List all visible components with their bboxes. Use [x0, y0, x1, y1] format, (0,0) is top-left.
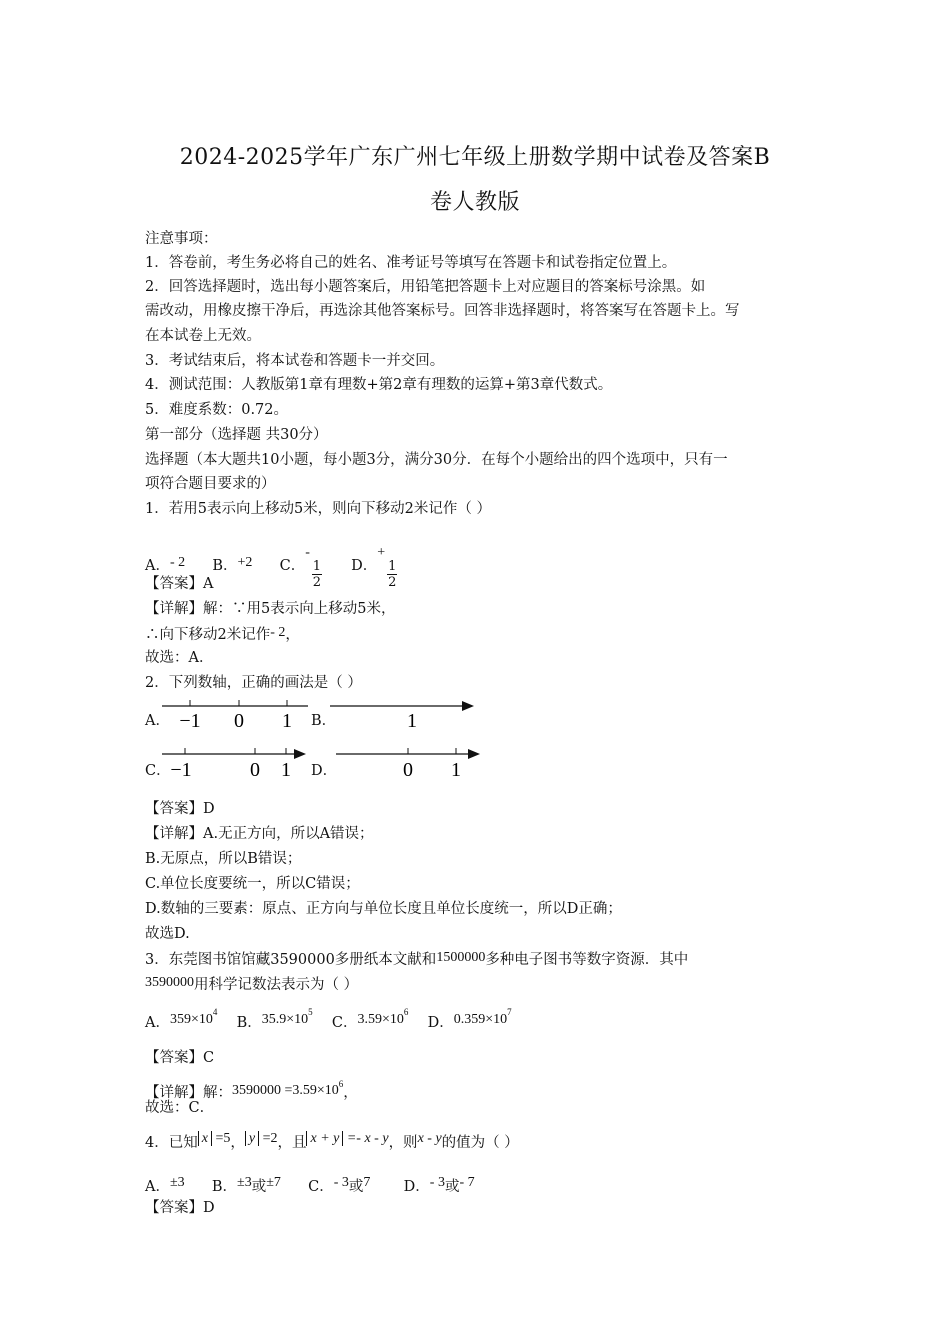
q2-axis-b [328, 694, 478, 734]
q2-explain: B.无原点，所以B错误； [145, 851, 302, 867]
notice-item: 需改动，用橡皮擦干净后，再选涂其他答案标号。回答非选择题时，将答案写在答题卡上。写 [145, 303, 740, 319]
q4-stem-text: 4．已知 [145, 1135, 198, 1151]
q4-options [145, 1172, 810, 1198]
q2-explain: C.单位长度要统一，所以C错误； [145, 876, 360, 892]
axis-tick-label: 0 [234, 710, 244, 732]
q1-option-d-denominator: 2 [388, 575, 397, 590]
q4-sep: ，则 [388, 1135, 418, 1151]
q3-stem-math: 1500000 [436, 950, 486, 965]
notice-item: 在本试卷上无效。 [145, 328, 261, 344]
q4-option-c-1: - 3 [333, 1175, 349, 1190]
q1-option-d-sign: + [377, 545, 386, 560]
q4-option-d-or: 或 [444, 1179, 460, 1195]
q4-option-b-label: B． [211, 1179, 238, 1195]
q3-stem-math: 3590000 [145, 975, 194, 990]
axis-tick-label: 1 [282, 710, 292, 732]
q4-eq-2: =2 [259, 1131, 278, 1146]
q4-eq-1: =5 [211, 1131, 231, 1146]
q2-answer: 【答案】D [145, 801, 215, 817]
q3-explain-text: 【详解】解： [145, 1085, 232, 1101]
q2-explain: D.数轴的三要素：原点、正方向与单位长度且单位长度统一，所以D正确； [145, 901, 622, 917]
q1-answer: 【答案】A [145, 576, 214, 592]
q2-option-b-label: B． [311, 713, 337, 729]
q3-explain-punct: ， [343, 1085, 358, 1101]
q3-option-b: 35.9×10 [261, 1012, 309, 1027]
axis-tick-label: −1 [179, 710, 201, 732]
q4-abs-x: x [198, 1131, 212, 1146]
notice-item: 3．考试结束后，将本试卷和答题卡一并交回。 [145, 353, 445, 369]
q4-option-a-label: A． [145, 1179, 170, 1195]
q1-option-a-label: A． [145, 558, 170, 574]
q4-abs-y: y [245, 1131, 259, 1146]
q3-option-c-label: C． [331, 1015, 358, 1031]
q4-option-b-1: ±3 [237, 1175, 252, 1190]
q4-expr: x - y [417, 1131, 442, 1146]
q3-stem [145, 947, 810, 971]
q4-stem [145, 1128, 810, 1154]
q2-conclusion: 故选D. [145, 926, 190, 942]
notice-item: 5．难度系数：0.72。 [145, 402, 289, 418]
q1-option-d-label: D． [351, 558, 378, 574]
q4-option-b-or: 或 [251, 1179, 267, 1195]
q3-answer: 【答案】C [145, 1050, 215, 1066]
q1-explain [145, 622, 810, 646]
axis-arrow [468, 749, 480, 759]
q4-option-c-label: C． [308, 1179, 334, 1195]
q1-explain-text: ∴向下移动2米记作 [145, 627, 271, 643]
q3-stem-text: 3．东莞图书馆馆藏3590000多册纸本文献和 [145, 952, 437, 968]
q1-stem: 1．若用5表示向上移动5米，则向下移动2米记作（ ） [145, 501, 492, 517]
axis-tick-label: 0 [250, 759, 260, 781]
q4-option-c-or: 或 [348, 1179, 364, 1195]
notice-item: 4．测试范围：人教版第1章有理数+第2章有理数的运算+第3章代数式。 [145, 377, 613, 393]
q3-option-a: 359×10 [169, 1012, 213, 1027]
q3-explain-math: 3590000 =3.59×10 [232, 1083, 339, 1098]
q1-explain-math: - 2 [270, 625, 286, 640]
part-intro: 选择题（本大题共10小题，每小题3分，满分30分．在每个小题给出的四个选项中，只有一 [145, 452, 728, 468]
q1-option-b: +2 [237, 555, 253, 570]
q4-eq-3: =- x - y [343, 1131, 389, 1146]
q3-option-a-label: A． [145, 1015, 170, 1031]
q2-axis-d [334, 742, 484, 782]
q1-option-b-label: B． [212, 558, 238, 574]
q4-option-a: ±3 [169, 1175, 185, 1190]
axis-tick-label: 1 [451, 759, 461, 781]
q4-option-d-label: D． [403, 1179, 430, 1195]
q3-option-a-exponent: 4 [212, 1007, 218, 1017]
notice-item: 1．答卷前，考生务必将自己的姓名、准考证号等填写在答题卡和试卷指定位置上。 [145, 255, 677, 271]
q3-option-d: 0.359×10 [453, 1012, 508, 1027]
q3-stem-text: 多种电子图书等数字资源．其中 [485, 952, 689, 968]
q1-option-a: - 2 [169, 555, 186, 570]
q4-option-b-2: ±7 [266, 1175, 281, 1190]
notice-heading: 注意事项： [145, 231, 218, 247]
q2-option-a-label: A． [145, 713, 170, 729]
q4-answer: 【答案】D [145, 1200, 215, 1216]
q2-option-d-label: D． [311, 763, 338, 779]
axis-arrow [294, 749, 306, 759]
q2-explain: 【详解】A.无正方向，所以A错误； [145, 826, 374, 842]
q3-stem [145, 972, 810, 996]
axis-tick-label: 1 [407, 710, 417, 732]
q4-option-c-2: 7 [363, 1175, 371, 1190]
part-intro: 项符合题目要求的） [145, 476, 276, 492]
q2-stem: 2．下列数轴，正确的画法是（ ） [145, 675, 362, 691]
q3-option-d-label: D． [427, 1015, 454, 1031]
q1-option-c-denominator: 2 [312, 575, 322, 590]
q1-explain-punct: ， [285, 627, 300, 643]
q2-option-c-label: C． [145, 763, 171, 779]
part-heading: 第一部分（选择题 共30分） [145, 427, 328, 443]
q3-option-d-exponent: 7 [507, 1007, 512, 1017]
q4-stem-text: 的值为（ ） [441, 1135, 519, 1151]
axis-arrow [462, 701, 474, 711]
q1-option-c-numerator: 1 [312, 559, 322, 574]
notice-item: 2．回答选择题时，选出每小题答案后，用铅笔把答题卡上对应题目的答案标号涂黑。如 [145, 279, 706, 295]
q4-abs-x-plus-y: x + y [306, 1131, 343, 1146]
q3-conclusion: 故选：C． [145, 1100, 215, 1116]
q3-stem-text: 用科学记数法表示为（ ） [194, 977, 359, 993]
q4-option-d-2: - 7 [459, 1175, 475, 1190]
q1-option-c-label: C． [279, 558, 306, 574]
q4-option-d-1: - 3 [429, 1175, 445, 1190]
doc-title-line-2: 卷人教版 [429, 190, 520, 215]
q2-axis-c [160, 742, 310, 782]
q3-option-b-label: B． [236, 1015, 262, 1031]
q4-sep: ， [230, 1135, 245, 1151]
axis-tick-label: 1 [281, 759, 291, 781]
q3-explain-exponent: 6 [338, 1079, 344, 1089]
q1-conclusion: 故选：A． [145, 650, 214, 666]
q1-option-d-numerator: 1 [388, 559, 397, 574]
q1-option-c-sign: - [305, 545, 310, 560]
q3-option-c-exponent: 6 [403, 1007, 409, 1017]
axis-tick-label: −1 [170, 759, 192, 781]
q3-option-c: 3.59×10 [357, 1012, 404, 1027]
axis-tick-label: 0 [403, 759, 413, 781]
q4-sep: ，且 [277, 1135, 307, 1151]
q2-axis-a [160, 694, 310, 734]
doc-title-line-1: 2024-2025学年广东广州七年级上册数学期中试卷及答案B [179, 145, 771, 170]
q3-options [145, 1001, 810, 1034]
q1-explain: 【详解】解：∵用5表示向上移动5米， [145, 601, 396, 617]
q3-option-b-exponent: 5 [308, 1007, 313, 1017]
